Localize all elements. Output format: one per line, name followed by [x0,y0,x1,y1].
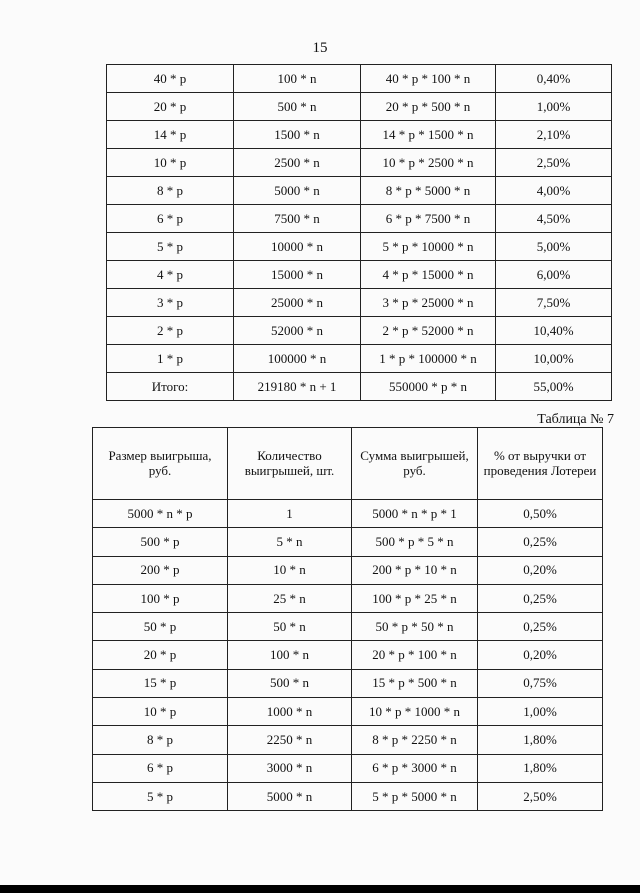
cell-prize-size: 10 * р [93,698,228,726]
cell-prize-size: 15 * р [93,669,228,697]
table-row [107,177,612,205]
cell-revenue-percent: 0,25% [478,528,603,556]
table-row [93,584,603,612]
cell-prize-count: 10000 * n [234,233,361,261]
cell-prize-sum: 1 * р * 100000 * n [361,345,496,373]
cell-prize-size: 100 * р [93,584,228,612]
cell-prize-size: 200 * р [93,556,228,584]
cell-revenue-percent: 2,50% [478,782,603,810]
cell-prize-sum: 50 * р * 50 * n [352,613,478,641]
cell-revenue-percent: 10,00% [496,345,612,373]
table-row [93,500,603,528]
cell-prize-sum: 500 * р * 5 * n [352,528,478,556]
cell-prize-sum: 20 * р * 500 * n [361,93,496,121]
table-row [107,373,612,401]
cell-prize-sum: 5 * р * 10000 * n [361,233,496,261]
cell-prize-count: 500 * n [228,669,352,697]
cell-prize-count: 25 * n [228,584,352,612]
cell-prize-size: 50 * р [93,613,228,641]
column-header-revenue-percent: % от выручки от проведения Лотереи [478,428,603,500]
cell-prize-sum: 200 * р * 10 * n [352,556,478,584]
table-row [107,261,612,289]
cell-prize-size: 6 * р [93,754,228,782]
cell-prize-count: 3000 * n [228,754,352,782]
table-row [93,698,603,726]
cell-prize-sum: 3 * р * 25000 * n [361,289,496,317]
cell-revenue-percent: 1,00% [496,93,612,121]
cell-prize-size: 8 * р [107,177,234,205]
table-header-row [93,428,603,500]
cell-prize-sum: 5000 * n * р * 1 [352,500,478,528]
table-row [93,669,603,697]
cell-prize-sum: 10 * р * 2500 * n [361,149,496,177]
cell-revenue-percent: 2,10% [496,121,612,149]
table-row [93,613,603,641]
cell-prize-count: 2500 * n [234,149,361,177]
cell-revenue-percent: 0,25% [478,584,603,612]
cell-prize-sum: 8 * р * 2250 * n [352,726,478,754]
table-row [93,726,603,754]
cell-revenue-percent: 0,25% [478,613,603,641]
cell-prize-size: 500 * р [93,528,228,556]
table-row [107,233,612,261]
cell-revenue-percent: 5,00% [496,233,612,261]
cell-prize-count: 100000 * n [234,345,361,373]
table-row [107,65,612,93]
table-caption: Таблица № 7 [537,412,614,427]
cell-prize-count: 100 * n [234,65,361,93]
cell-prize-sum: 550000 * р * n [361,373,496,401]
prize-table-continued [106,64,612,401]
cell-prize-count: 1000 * n [228,698,352,726]
cell-revenue-percent: 4,50% [496,205,612,233]
cell-prize-count: 7500 * n [234,205,361,233]
cell-prize-size: 5 * р [93,782,228,810]
cell-prize-sum: 6 * р * 3000 * n [352,754,478,782]
table-row [107,93,612,121]
table-row [93,782,603,810]
table-row [93,641,603,669]
table-row [107,149,612,177]
cell-prize-count: 1 [228,500,352,528]
cell-prize-size: 1 * р [107,345,234,373]
cell-prize-count: 52000 * n [234,317,361,345]
cell-revenue-percent: 1,80% [478,726,603,754]
cell-revenue-percent: 0,50% [478,500,603,528]
cell-prize-count: 5 * n [228,528,352,556]
column-header-prize-count: Количество выигрышей, шт. [228,428,352,500]
table-row [93,754,603,782]
page-number: 15 [312,40,328,56]
cell-revenue-percent: 6,00% [496,261,612,289]
cell-prize-count: 50 * n [228,613,352,641]
cell-revenue-percent: 0,20% [478,641,603,669]
cell-prize-size: 2 * р [107,317,234,345]
cell-prize-size: 20 * р [107,93,234,121]
cell-prize-count: 219180 * n + 1 [234,373,361,401]
cell-prize-sum: 4 * р * 15000 * n [361,261,496,289]
column-header-prize-size: Размер выигрыша, руб. [93,428,228,500]
cell-prize-sum: 100 * р * 25 * n [352,584,478,612]
cell-prize-size: 40 * р [107,65,234,93]
cell-prize-size: 14 * р [107,121,234,149]
cell-revenue-percent: 1,80% [478,754,603,782]
cell-prize-count: 10 * n [228,556,352,584]
cell-revenue-percent: 0,20% [478,556,603,584]
table-row [107,317,612,345]
cell-prize-count: 25000 * n [234,289,361,317]
cell-prize-count: 5000 * n [228,782,352,810]
table-row [107,121,612,149]
cell-revenue-percent: 0,40% [496,65,612,93]
cell-prize-size: 20 * р [93,641,228,669]
cell-prize-sum: 8 * р * 5000 * n [361,177,496,205]
cell-prize-sum: 20 * р * 100 * n [352,641,478,669]
cell-prize-count: 100 * n [228,641,352,669]
table-row [107,289,612,317]
cell-prize-sum: 2 * р * 52000 * n [361,317,496,345]
cell-prize-size: 5 * р [107,233,234,261]
cell-revenue-percent: 1,00% [478,698,603,726]
table-row [93,556,603,584]
cell-prize-size: 5000 * n * р [93,500,228,528]
cell-prize-sum: 6 * р * 7500 * n [361,205,496,233]
cell-revenue-percent: 4,00% [496,177,612,205]
cell-revenue-percent: 55,00% [496,373,612,401]
cell-prize-sum: 15 * р * 500 * n [352,669,478,697]
cell-prize-size: 3 * р [107,289,234,317]
cell-prize-size: 8 * р [93,726,228,754]
table-row [107,205,612,233]
cell-prize-sum: 40 * р * 100 * n [361,65,496,93]
cell-prize-size: Итого: [107,373,234,401]
column-header-prize-sum: Сумма выигрышей, руб. [352,428,478,500]
cell-revenue-percent: 2,50% [496,149,612,177]
cell-revenue-percent: 0,75% [478,669,603,697]
cell-prize-sum: 10 * р * 1000 * n [352,698,478,726]
cell-prize-count: 500 * n [234,93,361,121]
cell-prize-count: 5000 * n [234,177,361,205]
table-row [93,528,603,556]
table-row [107,345,612,373]
cell-prize-sum: 14 * р * 1500 * n [361,121,496,149]
cell-prize-count: 2250 * n [228,726,352,754]
cell-prize-size: 6 * р [107,205,234,233]
cell-prize-sum: 5 * р * 5000 * n [352,782,478,810]
cell-revenue-percent: 7,50% [496,289,612,317]
cell-prize-size: 4 * р [107,261,234,289]
cell-revenue-percent: 10,40% [496,317,612,345]
cell-prize-count: 15000 * n [234,261,361,289]
prize-table-7 [92,427,603,811]
cell-prize-size: 10 * р [107,149,234,177]
cell-prize-count: 1500 * n [234,121,361,149]
